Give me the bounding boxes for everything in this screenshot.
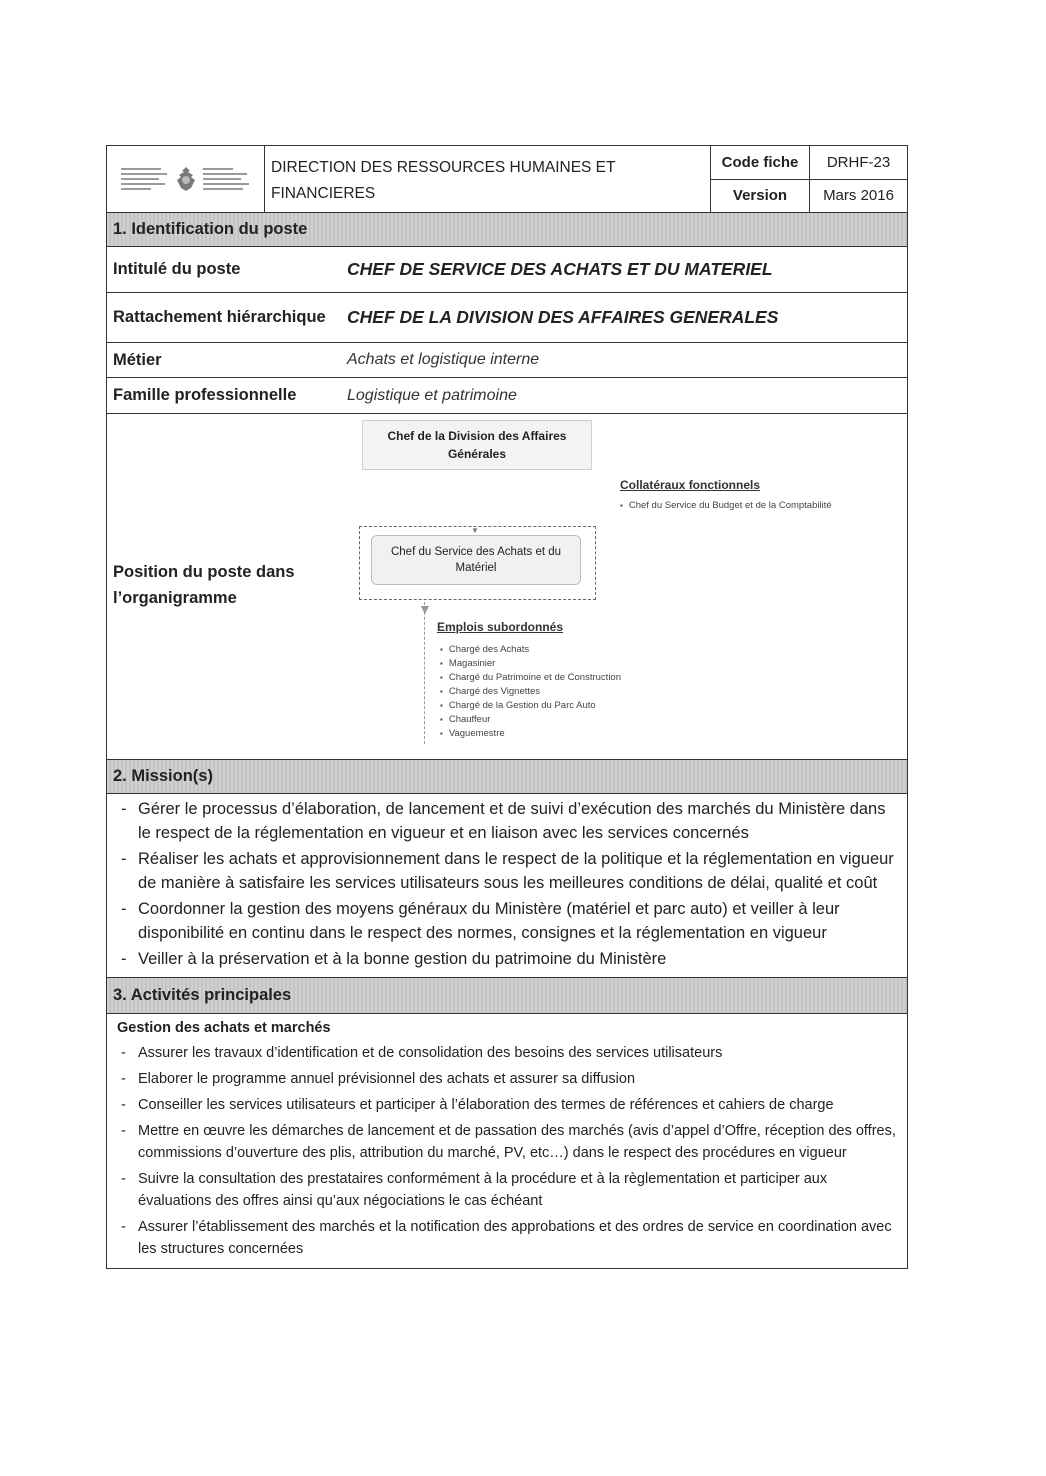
row-value: Achats et logistique interne xyxy=(347,351,540,368)
row-value: Logistique et patrimoine xyxy=(347,386,517,404)
org-box-division-head: Chef de la Division des Affaires Générales xyxy=(362,420,592,470)
list-item: ▪ Chargé des Achats xyxy=(440,643,621,657)
row-intitule xyxy=(106,247,908,293)
list-item: - Suivre la consultation des prestataires conformément à la procédure et à la règlementation et participer aux évaluations des offres ainsi qu’aux négociations le cas échéant xyxy=(117,1168,897,1212)
list-item: - Conseiller les services utilisateurs et participer à l’élaboration des termes de références et cahiers de charge xyxy=(117,1094,897,1116)
item-text: Suivre la consultation des prestataires conformément à la procédure et à la règlementation et participer aux évaluations des offres ainsi qu’aux négociations le cas échéant xyxy=(138,1170,828,1209)
down-arrow-icon: ▼ xyxy=(471,526,479,535)
code-value: DRHF-23 xyxy=(826,153,891,171)
list-item: - Veiller à la préservation et à la bonne gestion du patrimoine du Ministère xyxy=(117,948,897,972)
code-label: Code fiche xyxy=(711,146,810,179)
version-label: Version xyxy=(711,180,810,213)
item-text: Mettre en œuvre les démarches de lancement et de passation des marchés (avis d’appel d’Offre, réception des offres, commissions d’ouverture des plis, attribution du marché, PV, etc…) dans le respect des procédures en vigueur xyxy=(138,1122,896,1161)
subordinate-list xyxy=(440,643,621,741)
activities-subtitle: Gestion des achats et marchés xyxy=(117,1019,331,1036)
list-item: ▪ Chargé des Vignettes xyxy=(440,685,621,699)
list-item: ▪ Chef du Service du Budget et de la Comptabilité xyxy=(620,500,832,511)
list-item: - Assurer l’établissement des marchés et la notification des approbations et des ordres de service en coordination avec les structures concernées xyxy=(117,1216,897,1260)
item-text: Conseiller les services utilisateurs et participer à l’élaboration des termes de références et cahiers de charge xyxy=(138,1096,834,1113)
list-item: ▪ Chargé de la Gestion du Parc Auto xyxy=(440,699,621,713)
connector-line xyxy=(424,602,425,744)
list-item: ▪ Magasinier xyxy=(440,657,621,671)
org-box-current-post: Chef du Service des Achats et du Matériel xyxy=(371,535,581,585)
item-text: Assurer l’établissement des marchés et la notification des approbations et des ordres de service en coordination avec les structures concernées xyxy=(138,1218,892,1257)
list-item: ▪ Chargé du Patrimoine et de Construction xyxy=(440,671,621,685)
subordinate-title: Emplois subordonnés xyxy=(437,620,564,634)
collateral-list xyxy=(620,500,832,511)
sheet-header xyxy=(106,145,908,213)
row-metier xyxy=(106,343,908,378)
row-value: CHEF DE LA DIVISION DES AFFAIRES GENERALES xyxy=(347,307,779,327)
list-item: - Elaborer le programme annuel prévisionnel des achats et assurer sa diffusion xyxy=(117,1068,897,1090)
version-value: Mars 2016 xyxy=(823,187,894,205)
row-famille xyxy=(106,378,908,414)
down-arrow-icon: ▼ xyxy=(418,601,432,617)
list-item: - Assurer les travaux d’identification et de consolidation des besoins des services utilisateurs xyxy=(117,1042,897,1064)
org-chart-row xyxy=(106,414,908,760)
collateral-title: Collatéraux fonctionnels xyxy=(620,478,761,492)
mission-list xyxy=(106,794,908,978)
row-label: Métier xyxy=(113,350,162,369)
direction-title: DIRECTION DES RESSOURCES HUMAINES ET FINANCIERES xyxy=(265,146,711,212)
row-rattachement xyxy=(106,293,908,343)
item-text: Assurer les travaux d’identification et de consolidation des besoins des services utilisateurs xyxy=(138,1044,723,1061)
list-item: ▪ Vaguemestre xyxy=(440,727,621,741)
section-mission-title: 2. Mission(s) xyxy=(106,760,908,794)
list-item: - Gérer le processus d’élaboration, de lancement et de suivi d’exécution des marchés du Ministère dans le respect de la réglementation en vigueur et en liaison avec les services concernés xyxy=(117,798,897,845)
list-item: ▪ Chauffeur xyxy=(440,713,621,727)
activities-list xyxy=(106,1014,908,1269)
item-text: Coordonner la gestion des moyens généraux du Ministère (matériel et parc auto) et veiller à leur disponibilité en continu dans le respect des normes, consignes et la réglementation en vigueur xyxy=(138,900,840,942)
list-item: - Réaliser les achats et approvisionnement dans le respect de la politique et la réglementation en vigueur de manière à satisfaire les services utilisateurs sous les meilleures conditions de délai, qualité et coût xyxy=(117,848,897,895)
emblem-icon xyxy=(175,166,197,192)
item-text: Veiller à la préservation et à la bonne gestion du patrimoine du Ministère xyxy=(138,950,667,968)
row-value: CHEF DE SERVICE DES ACHATS ET DU MATERIEL xyxy=(347,259,773,279)
sheet-meta xyxy=(711,146,907,212)
row-label: Intitulé du poste xyxy=(113,260,241,278)
item-text: Réaliser les achats et approvisionnement dans le respect de la politique et la réglementation en vigueur de manière à satisfaire les services utilisateurs sous les meilleures conditions de délai, qualité et coût xyxy=(138,850,894,892)
item-text: Elaborer le programme annuel prévisionnel des achats et assurer sa diffusion xyxy=(138,1070,636,1087)
ministry-logo xyxy=(107,146,265,212)
row-label: Rattachement hiérarchique xyxy=(113,308,326,326)
list-item: - Mettre en œuvre les démarches de lancement et de passation des marchés (avis d’appel d’Offre, réception des offres, commissions d’ouverture des plis, attribution du marché, PV, etc…) dans le respect des procédures en vigueur xyxy=(117,1120,897,1164)
item-text: Gérer le processus d’élaboration, de lancement et de suivi d’exécution des marchés du Ministère dans le respect de la réglementation en vigueur et en liaison avec les services concernés xyxy=(138,800,886,842)
row-label: Famille professionnelle xyxy=(113,386,297,404)
section-identification-title: 1. Identification du poste xyxy=(106,213,908,247)
job-sheet xyxy=(106,145,908,1269)
list-item: - Coordonner la gestion des moyens généraux du Ministère (matériel et parc auto) et veiller à leur disponibilité en continu dans le respect des normes, consignes et la réglementation en vigueur xyxy=(117,898,897,945)
position-label: Position du poste dans l’organigramme xyxy=(113,563,295,607)
section-activities-title: 3. Activités principales xyxy=(106,978,908,1014)
